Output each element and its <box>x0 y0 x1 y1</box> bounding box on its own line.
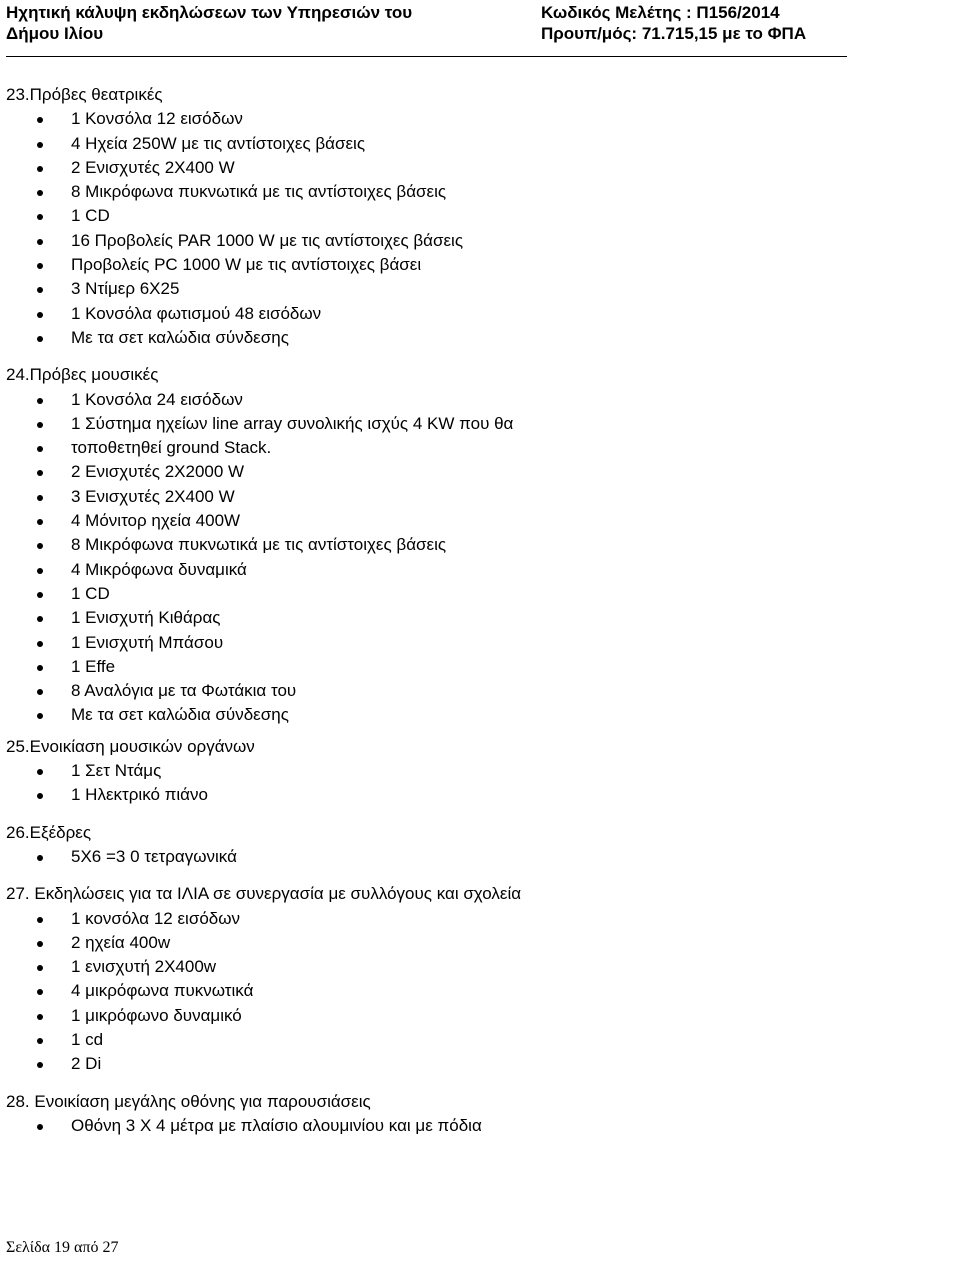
section-heading: 28. Ενοικίαση μεγάλης οθόνης για παρουσιάσεις <box>6 1091 371 1111</box>
section-heading: 23.Πρόβες θεατρικές <box>6 85 163 104</box>
list-item <box>6 229 946 253</box>
bullet-icon <box>37 965 43 971</box>
header-budget: Προυπ/μός: 71.715,15 με το ΦΠΑ <box>541 24 807 43</box>
list-item-text: 2 ηχεία 400w <box>71 932 171 952</box>
bullet-icon <box>37 166 43 172</box>
list-item-text: 1 Κονσόλα 24 εισόδων <box>71 389 243 409</box>
bullet-list <box>6 845 946 869</box>
list-item <box>6 302 946 326</box>
bullet-icon <box>37 941 43 947</box>
list-item <box>6 655 946 679</box>
bullet-icon <box>37 989 43 995</box>
list-item-text: 1 ενισχυτή 2Χ400w <box>71 957 217 977</box>
list-item-text: τοποθετηθεί ground Stack. <box>71 438 272 458</box>
list-item-text: 8 Μικρόφωνα πυκνωτικά με τις αντίστοιχες βάσεις <box>71 535 447 555</box>
bullet-icon <box>37 543 43 549</box>
list-item-text: 1 Σετ Ντάμς <box>71 761 162 781</box>
list-item <box>6 107 946 131</box>
section <box>6 83 946 350</box>
list-item <box>6 156 946 180</box>
bullet-icon <box>37 287 43 293</box>
bullet-icon <box>37 239 43 245</box>
section-spacer <box>6 869 946 882</box>
section-heading: 27. Εκδηλώσεις για τα ΙΛΙΑ σε συνεργασία με συλλόγους και σχολεία <box>6 884 522 904</box>
list-item-text: 1 Κονσόλα 12 εισόδων <box>71 109 243 129</box>
bullet-list <box>6 107 946 350</box>
list-item <box>6 1052 946 1076</box>
bullet-icon <box>37 1124 43 1130</box>
list-item <box>6 204 946 228</box>
list-item-text: 16 Προβολείς PAR 1000 W με τις αντίστοιχες βάσεις <box>71 230 464 250</box>
bullet-icon <box>37 495 43 501</box>
section-spacer <box>6 350 946 363</box>
section <box>6 1090 946 1139</box>
section <box>6 882 946 1076</box>
list-item <box>6 783 946 807</box>
section-heading: 25.Ενοικίαση μουσικών οργάνων <box>6 736 255 756</box>
list-item-text: 1 cd <box>71 1029 104 1049</box>
bullet-icon <box>37 142 43 148</box>
bullet-icon <box>37 568 43 574</box>
bullet-icon <box>37 470 43 476</box>
section <box>6 363 946 727</box>
list-item-text: 3 Ενισχυτές 2Χ400 W <box>71 486 235 506</box>
bullet-icon <box>37 422 43 428</box>
list-item-text: 8 Μικρόφωνα πυκνωτικά με τις αντίστοιχες βάσεις <box>71 182 447 202</box>
bullet-icon <box>37 336 43 342</box>
list-item <box>6 1004 946 1028</box>
list-item <box>6 533 946 557</box>
bullet-icon <box>37 769 43 775</box>
list-item <box>6 759 946 783</box>
list-item <box>6 907 946 931</box>
bullet-icon <box>37 312 43 318</box>
header-divider <box>6 56 847 57</box>
list-item-text: 1 CD <box>71 583 110 603</box>
bullet-icon <box>37 855 43 861</box>
section-spacer <box>6 1077 946 1090</box>
list-item <box>6 582 946 606</box>
list-item <box>6 436 946 460</box>
section-spacer <box>6 808 946 821</box>
list-item-text: 8 Αναλόγια με τα Φωτάκια του <box>71 681 297 701</box>
list-item-text: 4 Μικρόφωνα δυναμικά <box>71 559 247 579</box>
bullet-icon <box>37 446 43 452</box>
bullet-list <box>6 907 946 1077</box>
bullet-icon <box>37 1038 43 1044</box>
header-study-code: Κωδικός Μελέτης : Π156/2014 <box>541 3 780 22</box>
header-title-line1: Ηχητική κάλυψη εκδηλώσεων των Υπηρεσιών του <box>6 3 413 22</box>
list-item-text: Οθόνη 3 Χ 4 μέτρα με πλαίσιο αλουμινίου και με πόδια <box>71 1115 482 1135</box>
header-right <box>541 2 806 44</box>
list-item <box>6 180 946 204</box>
list-item-text: 4 Μόνιτορ ηχεία 400W <box>71 511 241 531</box>
bullet-icon <box>37 1014 43 1020</box>
bullet-icon <box>37 665 43 671</box>
list-item-text: Με τα σετ καλώδια σύνδεσης <box>71 705 289 725</box>
list-item <box>6 277 946 301</box>
document-body <box>6 83 946 1138</box>
list-item <box>6 485 946 509</box>
section-heading: 26.Εξέδρες <box>6 822 92 842</box>
list-item <box>6 412 946 436</box>
section-heading: 24.Πρόβες μουσικές <box>6 365 159 385</box>
list-item <box>6 460 946 484</box>
bullet-list <box>6 388 946 728</box>
page-header <box>0 0 960 68</box>
bullet-list <box>6 759 946 808</box>
bullet-list <box>6 1114 946 1138</box>
list-item <box>6 931 946 955</box>
bullet-icon <box>37 1062 43 1068</box>
list-item-text: 1 Ενισχυτή Μπάσου <box>71 632 224 652</box>
list-item-text: 1 μικρόφωνο δυναμικό <box>71 1005 242 1025</box>
list-item <box>6 1114 946 1138</box>
bullet-icon <box>37 214 43 220</box>
list-item <box>6 558 946 582</box>
list-item-text: 4 Ηχεία 250W με τις αντίστοιχες βάσεις <box>71 133 366 153</box>
list-item-text: 1 Effe <box>71 656 116 676</box>
list-item-text: 1 κονσόλα 12 εισόδων <box>71 908 241 928</box>
list-item <box>6 955 946 979</box>
section <box>6 735 946 808</box>
list-item <box>6 631 946 655</box>
bullet-icon <box>37 689 43 695</box>
bullet-icon <box>37 263 43 269</box>
bullet-icon <box>37 616 43 622</box>
list-item-text: Προβολείς PC 1000 W με τις αντίστοιχες βάσει <box>71 255 422 275</box>
list-item-text: 1 Κονσόλα φωτισμού 48 εισόδων <box>71 303 322 323</box>
list-item <box>6 845 946 869</box>
list-item <box>6 703 946 727</box>
list-item <box>6 979 946 1003</box>
list-item-text: 2 Ενισχυτές 2Χ2000 W <box>71 462 245 482</box>
bullet-icon <box>37 917 43 923</box>
section-spacer <box>6 728 946 735</box>
list-item-text: 2 Ενισχυτές 2Χ400 W <box>71 157 235 177</box>
list-item-text: 1 Ηλεκτρικό πιάνο <box>71 785 208 805</box>
list-item <box>6 509 946 533</box>
list-item-text: 4 μικρόφωνα πυκνωτικά <box>71 981 254 1001</box>
bullet-icon <box>37 592 43 598</box>
section <box>6 821 946 870</box>
list-item <box>6 253 946 277</box>
bullet-icon <box>37 117 43 123</box>
bullet-icon <box>37 793 43 799</box>
list-item <box>6 326 946 350</box>
list-item <box>6 132 946 156</box>
list-item-text: 3 Ντίμερ 6Χ25 <box>71 279 180 299</box>
list-item-text: Με τα σετ καλώδια σύνδεσης <box>71 327 289 347</box>
header-title-line2: Δήμου Ιλίου <box>6 24 104 43</box>
list-item-text: 1 Σύστημα ηχείων line array συνολικής ισχύς 4 KW που θα <box>71 413 514 433</box>
list-item <box>6 1028 946 1052</box>
bullet-icon <box>37 713 43 719</box>
bullet-icon <box>37 398 43 404</box>
list-item <box>6 606 946 630</box>
page-number: Σελίδα 19 από 27 <box>6 1239 119 1256</box>
list-item-text: 2 Di <box>71 1054 102 1074</box>
bullet-icon <box>37 641 43 647</box>
header-left <box>6 2 412 44</box>
list-item <box>6 679 946 703</box>
list-item-text: 1 Ενισχυτή Κιθάρας <box>71 608 221 628</box>
list-item <box>6 388 946 412</box>
list-item-text: 5Χ6 =3 0 τετραγωνικά <box>71 846 237 866</box>
bullet-icon <box>37 190 43 196</box>
bullet-icon <box>37 519 43 525</box>
list-item-text: 1 CD <box>71 206 110 226</box>
